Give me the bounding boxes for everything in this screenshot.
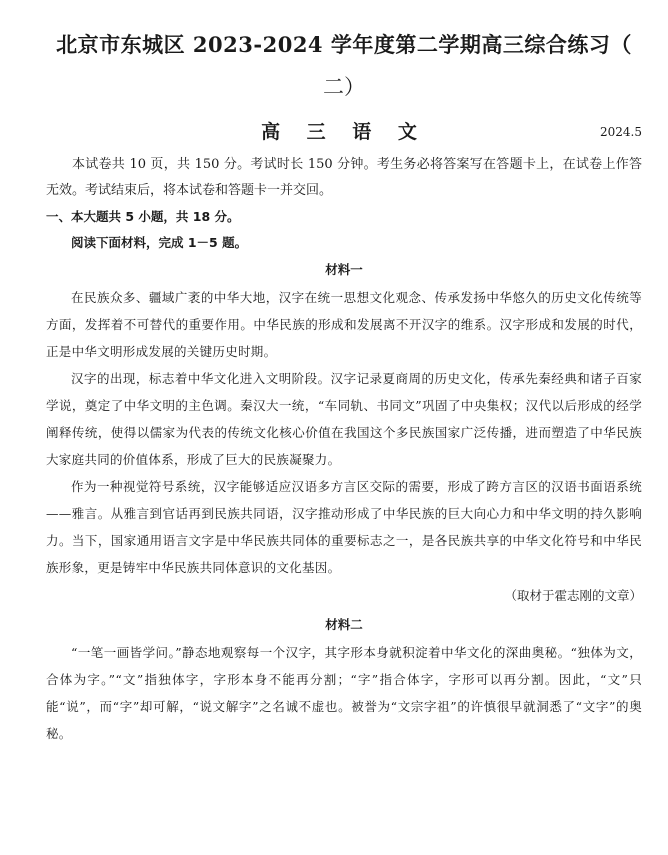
material-two-paragraph-1: “一笔一画皆学问。”静态地观察每一个汉字，其字形本身就积淀着中华文化的深曲奥秘。“独体为文，合体为字。”“文”指独体字，字形本身不能再分割；“字”指合体字，字形可以再分割。因此，“文”只能“说”，而“字”却可解，“说文解字”之名诚不虚也。被誉为“文宗字祖”的许慎很早就洞悉了“文字”的奥秘。 (46, 645, 642, 741)
exam-title: 北京市东城区 2023-2024 学年度第二学期高三综合练习（ (56, 32, 632, 57)
subject-heading: 高 三 语 文 (261, 121, 427, 143)
material-two-title: 材料二 (325, 617, 363, 632)
subject-row (46, 116, 642, 148)
material-one-paragraph-3: 作为一种视觉符号系统，汉字能够适应汉语多方言区交际的需要，形成了跨方言区的汉语书面语系统——雅言。从雅言到官话再到民族共同语，汉字推动形成了中华民族的巨大向心力和中华文明的持久影响力。当下，国家通用语言文字是中华民族共同体的重要标志之一，是各民族共享的中华文化符号和中华民族形象，更是铸牢中华民族共同体意识的文化基因。 (46, 479, 642, 575)
exam-title-continued: 二） (323, 75, 365, 99)
material-one-paragraph-1: 在民族众多、疆域广袤的中华大地，汉字在统一思想文化观念、传承发扬中华悠久的历史文化传统等方面，发挥着不可替代的重要作用。中华民族的形成和发展离不开汉字的维系。汉字形成和发展的时代，正是中华文明形成发展的关键历史时期。 (46, 290, 642, 359)
section-heading: 一、本大题共 5 小题，共 18 分。 (46, 209, 240, 224)
section-instruction: 阅读下面材料，完成 1－5 题。 (71, 235, 248, 250)
material-one-paragraph-2: 汉字的出现，标志着中华文化进入文明阶段。汉字记录夏商周的历史文化，传承先秦经典和诸子百家学说，奠定了中华文明的主色调。秦汉大一统，“车同轨、书同文”巩固了中央集权；汉代以后形成的经学阐释传统，使得以儒家为代表的传统文化核心价值在我国这个多民族国家广泛传播，进而塑造了中华民族大家庭共同的价值体系，形成了巨大的民族凝聚力。 (46, 371, 642, 467)
material-one-title: 材料一 (325, 262, 363, 277)
exam-date: 2024.5 (600, 125, 642, 139)
material-one-source: （取材于霍志刚的文章） (504, 588, 642, 603)
intro-text: 本试卷共 10 页，共 150 分。考试时长 150 分钟。考生务必将答案写在答题卡上，在试卷上作答无效。考试结束后，将本试卷和答题卡一并交回。 (46, 157, 642, 198)
